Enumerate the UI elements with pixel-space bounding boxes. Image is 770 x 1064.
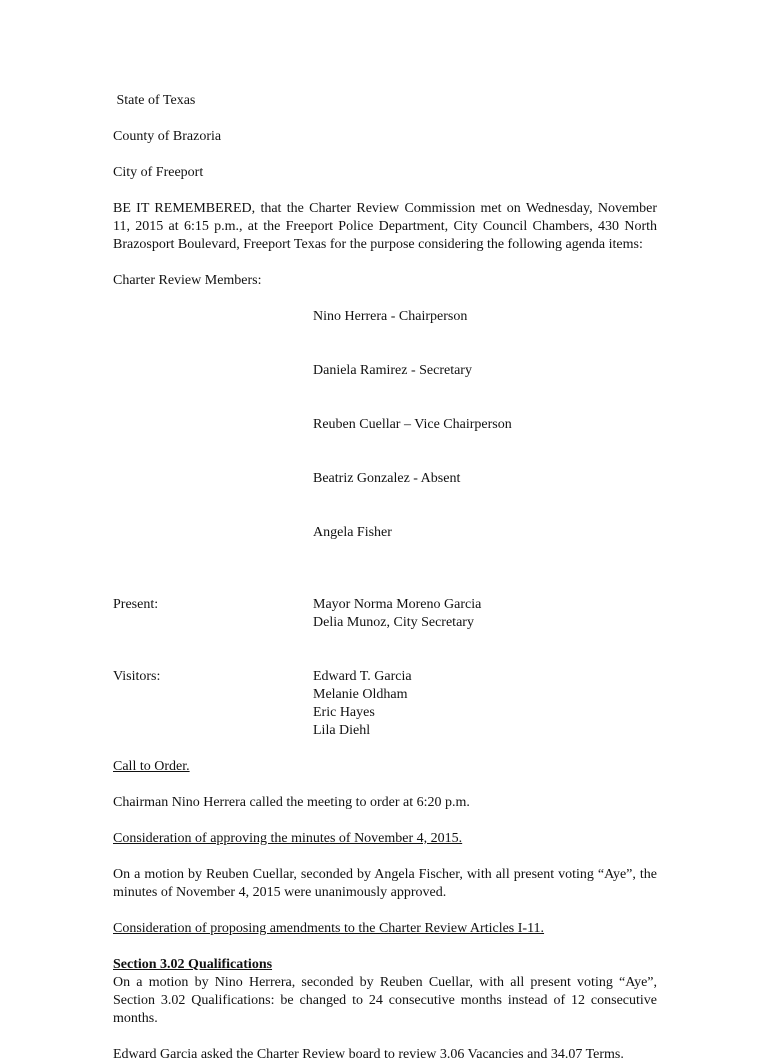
present-name: Mayor Norma Moreno Garcia [313, 597, 482, 612]
members-block [113, 272, 657, 578]
visitors-block [113, 668, 657, 740]
visitor-name: Eric Hayes [313, 705, 375, 720]
members-label: Charter Review Members: [113, 273, 262, 288]
visitors-list [313, 668, 657, 740]
section-heading: Section 3.02 Qualifications [113, 957, 273, 972]
minutes-heading: Consideration of approving the minutes of November 4, 2015. [113, 831, 463, 846]
amendments-heading: Consideration of proposing amendments to the Charter Review Articles I-11. [113, 921, 545, 936]
section-text: On a motion by Nino Herrera, seconded by Reuben Cuellar, with all present voting “Aye”, Section 3.02 Qualifications: be changed to 24 consecutive months instead of 12 consecutive months. [113, 975, 657, 1026]
members-list [313, 272, 657, 578]
visitors-label: Visitors: [113, 669, 161, 684]
visitor-name: Melanie Oldham [313, 687, 408, 702]
member-name: Beatriz Gonzalez - Absent [313, 471, 461, 486]
city-line: City of Freeport [113, 165, 204, 180]
call-to-order-heading: Call to Order. [113, 759, 190, 774]
state-line: State of Texas [113, 93, 196, 108]
present-list [313, 596, 657, 632]
member-name: Angela Fisher [313, 525, 392, 540]
minutes-text: On a motion by Reuben Cuellar, seconded by Angela Fischer, with all present voting “Aye”, the minutes of November 4, 2015 were unanimously approved. [113, 867, 657, 900]
call-to-order-text: Chairman Nino Herrera called the meeting to order at 6:20 p.m. [113, 795, 470, 810]
visitor-name: Edward T. Garcia [313, 669, 412, 684]
present-block [113, 596, 657, 632]
present-label: Present: [113, 597, 159, 612]
member-name: Reuben Cuellar – Vice Chairperson [313, 417, 512, 432]
visitor-name: Lila Diehl [313, 723, 371, 738]
member-name: Nino Herrera - Chairperson [313, 309, 468, 324]
present-name: Delia Munoz, City Secretary [313, 615, 474, 630]
garcia-text: Edward Garcia asked the Charter Review board to review 3.06 Vacancies and 34.07 Terms. [113, 1047, 624, 1062]
county-line: County of Brazoria [113, 129, 222, 144]
member-name: Daniela Ramirez - Secretary [313, 363, 472, 378]
document-page [113, 92, 657, 1064]
intro-paragraph: BE IT REMEMBERED, that the Charter Review Commission met on Wednesday, November 11, 2015 at 6:15 p.m., at the Freeport Police Department, City Council Chambers, 430 North Brazosport Boulevard, Freeport Texas for the purpose considering the following agenda items: [113, 201, 657, 252]
